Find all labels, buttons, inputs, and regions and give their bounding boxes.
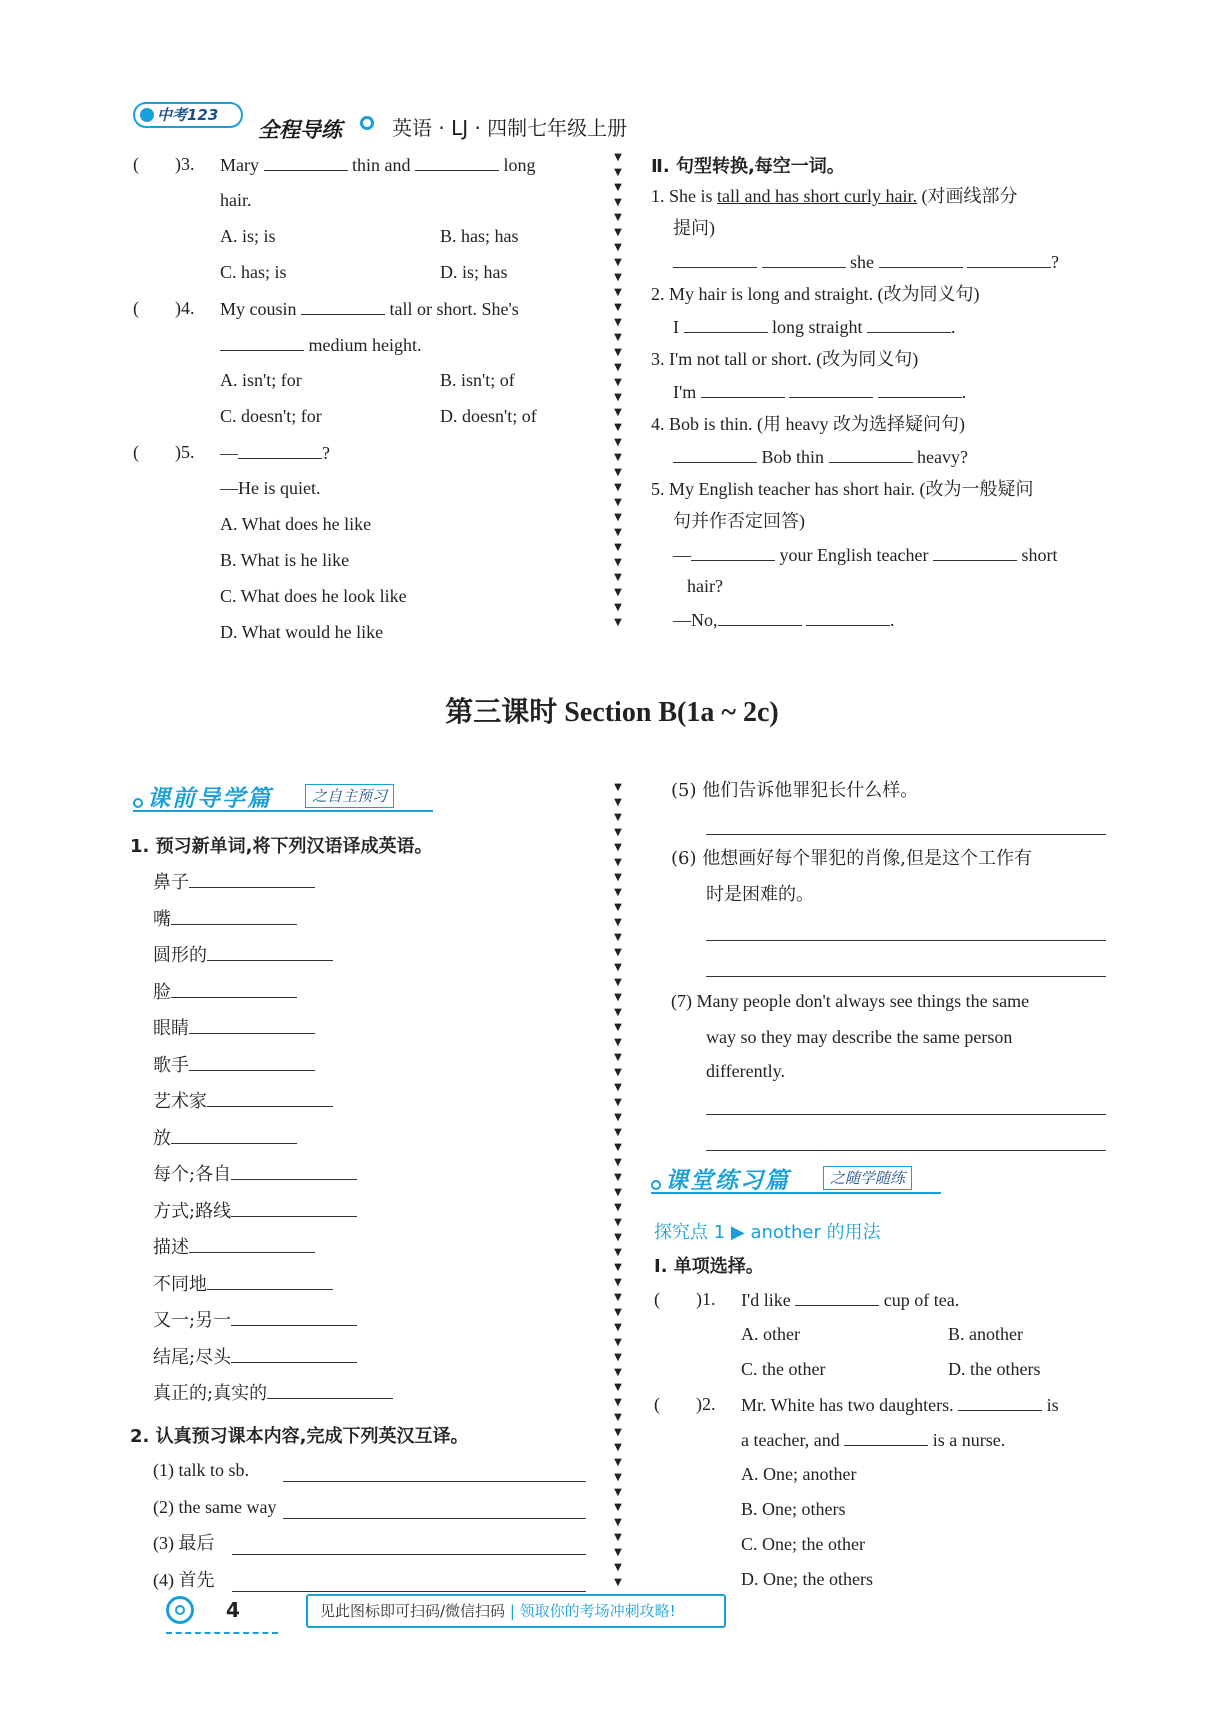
preview-heading-1: 1. 预习新单词,将下列汉语译成英语。: [130, 836, 433, 857]
answer-line[interactable]: [706, 834, 1106, 835]
p2-option-d[interactable]: D. One; the others: [741, 1569, 873, 1589]
band-dot-icon: [651, 1180, 661, 1190]
item-5: (5) 他们告诉他罪犯长什么样。: [671, 780, 919, 801]
s5-answer-3[interactable]: —No, .: [673, 610, 895, 630]
column-divider-lower: ▼ ▼ ▼ ▼ ▼ ▼ ▼ ▼ ▼ ▼ ▼ ▼ ▼ ▼ ▼ ▼ ▼ ▼ ▼ ▼ ▼ ▼ ▼ ▼ ▼ ▼ ▼ ▼ ▼ ▼ ▼ ▼ ▼ ▼ ▼ ▼ ▼ ▼ ▼ ▼ ▼ ▼ ▼ ▼ ▼ ▼ ▼ ▼ ▼ ▼ ▼ ▼ ▼ ▼: [614, 782, 622, 1588]
word-row: [153, 980, 297, 1004]
q4-option-a[interactable]: A. isn't; for: [220, 370, 302, 390]
s1-line1: 1. She is tall and has short curly hair. (对画线部分: [651, 186, 1018, 206]
q4-option-d[interactable]: D. doesn't; of: [440, 406, 537, 426]
word-label: 圆形的: [153, 945, 207, 966]
word-blank[interactable]: [171, 1126, 297, 1144]
s3-line1: 3. I'm not tall or short. (改为同义句): [651, 349, 919, 369]
word-blank[interactable]: [207, 943, 333, 961]
word-label: 描述: [153, 1237, 189, 1258]
word-label: 结尾;尽头: [153, 1346, 232, 1368]
q3-option-b[interactable]: B. has; has: [440, 226, 519, 246]
preview-band-title: 课前导学篇: [147, 786, 272, 812]
word-label: 真正的;真实的: [153, 1383, 268, 1404]
s2-answer[interactable]: I long straight .: [673, 317, 956, 337]
preview-band: [133, 780, 433, 812]
p1-option-d[interactable]: D. the others: [948, 1359, 1041, 1379]
item-6-line2: 时是困难的。: [706, 884, 814, 905]
scan-promo-text: 见此图标即可扫码/微信扫码: [320, 1602, 506, 1620]
s2-line1: 2. My hair is long and straight. (改为同义句): [651, 284, 980, 304]
practice-band: [651, 1162, 941, 1194]
answer-line[interactable]: [706, 1114, 1106, 1115]
s4-line1: 4. Bob is thin. (用 heavy 改为选择疑问句): [651, 414, 965, 434]
word-blank[interactable]: [189, 870, 315, 888]
word-row: [153, 1053, 315, 1077]
single-choice-heading: Ⅰ. 单项选择。: [654, 1256, 764, 1277]
q4-option-c[interactable]: C. doesn't; for: [220, 406, 322, 426]
word-row: [153, 1272, 333, 1296]
item-7-line1: (7) Many people don't always see things the same: [671, 991, 1030, 1011]
series-logo: 全程导练: [258, 118, 342, 142]
q3-line1: Mary thin and long: [220, 155, 536, 175]
page-circle-inner-icon: [175, 1605, 185, 1615]
q3-option-d[interactable]: D. is; has: [440, 262, 508, 282]
p2-number: ( )2.: [654, 1394, 716, 1414]
word-row: [153, 943, 333, 967]
translate-item: (2) the same way: [153, 1496, 277, 1517]
p2-option-c[interactable]: C. One; the other: [741, 1534, 865, 1554]
word-row: [153, 1235, 315, 1259]
q3-line2: hair.: [220, 190, 252, 210]
item-7-line2: way so they may describe the same person: [706, 1027, 1013, 1047]
p1-option-c[interactable]: C. the other: [741, 1359, 826, 1379]
translate-item: (3) 最后: [153, 1533, 215, 1553]
q5-option-c[interactable]: C. What does he look like: [220, 586, 407, 606]
q5-option-d[interactable]: D. What would he like: [220, 622, 384, 642]
translate-blank[interactable]: [232, 1591, 586, 1592]
word-blank[interactable]: [267, 1381, 393, 1399]
s5-line2: 句并作否定回答): [673, 511, 805, 531]
transform-heading: Ⅱ. 句型转换,每空一词。: [651, 156, 845, 177]
band-dot-icon: [133, 798, 143, 808]
p1-number: ( )1.: [654, 1289, 716, 1309]
word-row: [153, 1381, 393, 1405]
word-label: 嘴: [153, 908, 171, 930]
word-label: 眼睛: [153, 1018, 189, 1039]
word-row: [153, 1016, 315, 1040]
p2-option-b[interactable]: B. One; others: [741, 1499, 846, 1519]
word-row: [153, 1308, 357, 1332]
scan-promo-box[interactable]: 见此图标即可扫码/微信扫码 | 领取你的考场冲刺攻略!: [306, 1594, 726, 1628]
word-row: [153, 1162, 357, 1186]
p2-line2: a teacher, and is a nurse.: [741, 1430, 1006, 1450]
word-blank[interactable]: [189, 1016, 315, 1034]
word-blank[interactable]: [207, 1272, 333, 1290]
s4-answer[interactable]: Bob thin heavy?: [673, 445, 968, 468]
page-number: 4: [226, 1598, 240, 1622]
item-7-line3: differently.: [706, 1061, 785, 1081]
word-blank[interactable]: [189, 1235, 315, 1253]
word-label: 又一;另一: [153, 1310, 232, 1331]
s3-answer[interactable]: I'm .: [673, 382, 967, 402]
p1-line: I'd like cup of tea.: [741, 1290, 960, 1310]
word-label: 放: [153, 1127, 171, 1149]
q3-option-a[interactable]: A. is; is: [220, 226, 276, 246]
brand-logo: 中考123: [133, 102, 243, 128]
q4-line1: My cousin tall or short. She's: [220, 299, 519, 319]
translate-blank[interactable]: [283, 1518, 586, 1519]
word-label: 歌手: [153, 1054, 189, 1076]
s1-line2: 提问): [673, 218, 715, 238]
practice-band-subtitle: 之随学随练: [823, 1166, 912, 1190]
word-label: 脸: [153, 981, 171, 1003]
word-row: [153, 907, 297, 931]
s1-underlined: tall and has short curly hair.: [717, 186, 917, 206]
logo-dot-icon: [140, 108, 154, 122]
translate-blank[interactable]: [232, 1554, 586, 1555]
practice-band-title: 课堂练习篇: [665, 1168, 790, 1194]
q5-option-b[interactable]: B. What is he like: [220, 550, 350, 570]
section-title: 第三课时 Section B(1a ~ 2c): [445, 697, 779, 728]
s5-answer-1[interactable]: — your English teacher short: [673, 545, 1058, 565]
word-blank[interactable]: [171, 980, 297, 998]
q5-option-a[interactable]: A. What does he like: [220, 514, 372, 534]
word-row: [153, 1345, 357, 1369]
q5-line2: —He is quiet.: [220, 478, 321, 498]
translate-blank[interactable]: [283, 1481, 586, 1482]
s5-answer-2: hair?: [687, 576, 723, 596]
translate-item: (4) 首先: [153, 1569, 215, 1590]
word-row: [153, 1126, 297, 1150]
preview-heading-2: 2. 认真预习课本内容,完成下列英汉互译。: [130, 1426, 469, 1447]
word-row: [153, 1089, 333, 1113]
word-blank[interactable]: [207, 1089, 333, 1107]
scan-promo-highlight: 领取你的考场冲刺攻略!: [519, 1602, 676, 1620]
q3-option-c[interactable]: C. has; is: [220, 262, 287, 282]
word-blank[interactable]: [231, 1162, 357, 1180]
word-label: 鼻子: [153, 872, 189, 893]
ring-icon: [360, 116, 374, 130]
q4-number: ( )4.: [133, 298, 195, 318]
q5-line1: — ?: [220, 443, 330, 463]
item-6-line1: (6) 他想画好每个罪犯的肖像,但是这个工作有: [671, 848, 1032, 869]
q3-number: ( )3.: [133, 154, 195, 174]
footer-dash: [166, 1632, 278, 1634]
column-divider: ▼ ▼ ▼ ▼ ▼ ▼ ▼ ▼ ▼ ▼ ▼ ▼ ▼ ▼ ▼ ▼ ▼ ▼ ▼ ▼ ▼ ▼ ▼ ▼ ▼ ▼ ▼ ▼ ▼ ▼ ▼ ▼: [614, 152, 622, 628]
q4-line2: medium height.: [220, 333, 421, 356]
answer-line[interactable]: [706, 940, 1106, 941]
answer-line[interactable]: [706, 976, 1106, 977]
word-row: [153, 870, 315, 894]
q5-number: ( )5.: [133, 442, 195, 462]
subject-title: 英语 · LJ · 四制七年级上册: [392, 116, 628, 140]
explore-point-title: 探究点 1 ▶ another 的用法: [654, 1222, 881, 1243]
word-blank[interactable]: [189, 1053, 315, 1071]
word-blank[interactable]: [171, 907, 297, 925]
word-label: 方式;路线: [153, 1200, 232, 1222]
word-label: 不同地: [153, 1273, 207, 1295]
q4-option-b[interactable]: B. isn't; of: [440, 370, 515, 390]
word-row: [153, 1199, 357, 1223]
p2-line1: Mr. White has two daughters. is: [741, 1395, 1059, 1415]
s5-line1: 5. My English teacher has short hair. (改为一般疑问: [651, 479, 1034, 499]
word-label: 每个;各自: [153, 1164, 232, 1185]
p1-option-a[interactable]: A. other: [741, 1324, 800, 1344]
p1-option-b[interactable]: B. another: [948, 1324, 1023, 1344]
preview-band-subtitle: 之自主预习: [305, 784, 394, 808]
p2-option-a[interactable]: A. One; another: [741, 1464, 857, 1484]
word-blank[interactable]: [231, 1345, 357, 1363]
word-blank[interactable]: [231, 1308, 357, 1326]
s1-answer[interactable]: she ?: [673, 250, 1059, 273]
answer-line[interactable]: [706, 1150, 1106, 1151]
word-label: 艺术家: [153, 1091, 207, 1112]
word-blank[interactable]: [231, 1199, 357, 1217]
translate-item: (1) talk to sb.: [153, 1460, 249, 1480]
